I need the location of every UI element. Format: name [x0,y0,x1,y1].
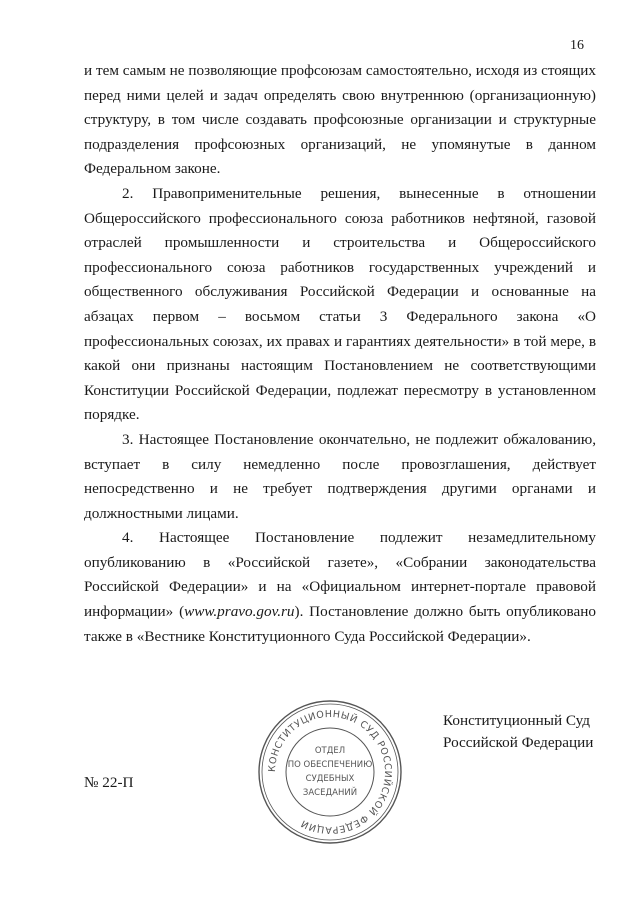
paragraph-4 [84,526,596,649]
paragraph-continuation: и тем самым не позволяющие профсоюзам самостоятельно, исходя из стоящих перед ними целей и задач определять свою внутреннюю (организационную) структуру, в том числе создавать профсоюзные организации и структурные подразделения профсоюзных организаций, не упомянутые в данном Федеральном законе. [84,62,596,178]
paragraph-4-text-after: ). Постановление должно быть опубликовано также в «Вестнике Конституционного Суда Российской Федерации». [84,603,596,645]
stamp-line-3: СУДЕБНЫХ [305,774,355,784]
stamp-line-1: ОТДЕЛ [314,746,346,756]
stamp-outer-ring-inner [262,704,398,840]
stamp-line-2: ПО ОБЕСПЕЧЕНИЮ [287,760,373,770]
decision-number: № 22-П [84,774,134,791]
page-number: 16 [570,38,584,53]
stamp-inner-ring [286,728,374,816]
paragraph-2: 2. Правоприменительные решения, вынесенные в отношении Общероссийского профессионального союза работников нефтяной, газовой отраслей промышленности и строительства и Общероссийского профессионального союза работников государственных учреждений и общественного обслуживания Российской Федерации и основанные на абзацах первом – восьмом статьи 3 Федерального закона «О профессиональных союзах, их правах и гарантиях деятельности» в той мере, в какой они признаны настоящим Постановлением не соответствующими Конституции Российской Федерации, подлежат пересмотру в установленном порядке. [84,184,596,424]
court-stamp [255,697,405,847]
stamp-outer-ring [259,701,401,843]
stamp-line-4: ЗАСЕДАНИЙ [302,788,358,798]
court-signature-block [443,710,593,754]
court-name-line-1: Конституционный Суд [443,712,590,729]
paragraph-4-text-before: 4. Настоящее Постановление подлежит незамедлительному опубликованию в «Российской газете», «Собрании законодательства Российской Федерации» и на «Официальном интернет-портале правовой информации» ( [84,529,596,621]
pravo-website-link: www.pravo.gov.ru [184,603,295,621]
document-body [84,59,596,649]
stamp-outer-text: КОНСТИТУЦИОННЫЙ СУД РОССИЙСКОЙ ФЕДЕРАЦИИ [266,708,394,836]
court-name-line-2: Российской Федерации [443,734,594,751]
paragraph-3: 3. Настоящее Постановление окончательно, не подлежит обжалованию, вступает в силу немедленно после провозглашения, действует непосредственно и не требует подтверждения другими органами и должностными лицами. [84,430,596,522]
